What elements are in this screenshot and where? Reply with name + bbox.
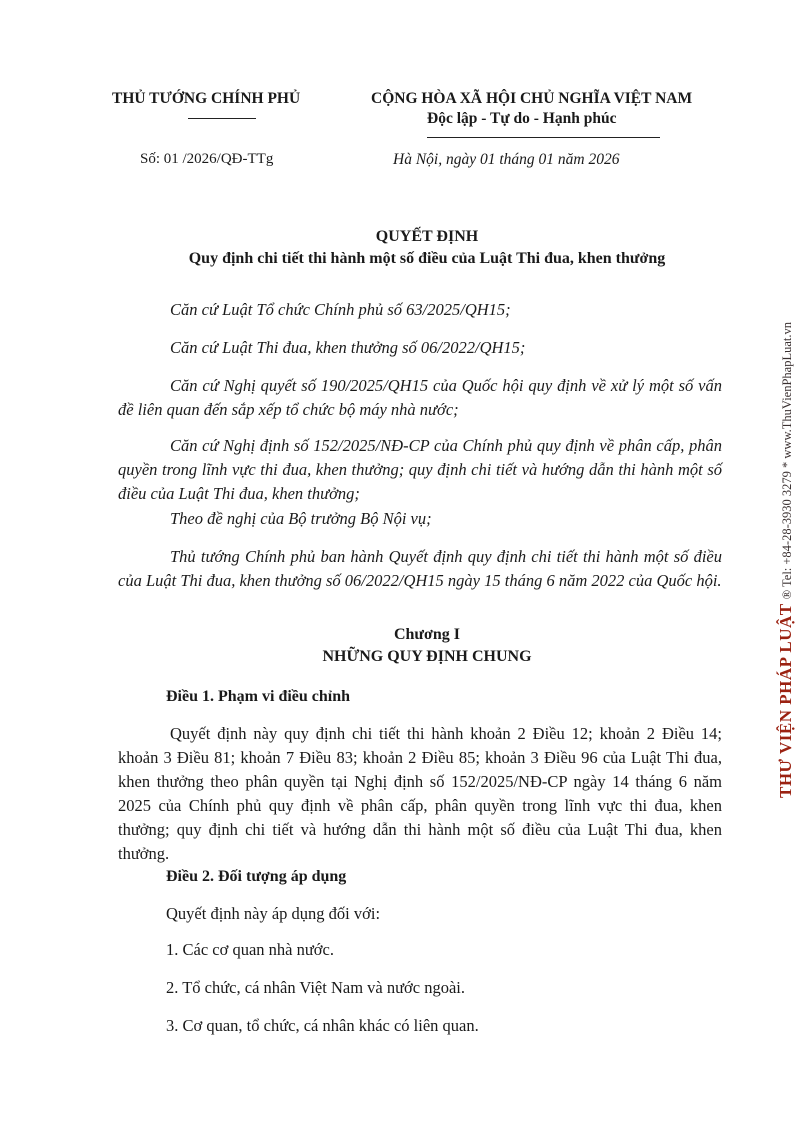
article-2-heading: Điều 2. Đối tượng áp dụng [166,868,347,885]
preamble-line: Theo đề nghị của Bộ trưởng Bộ Nội vụ; [170,509,432,528]
list-item: 3. Cơ quan, tổ chức, cá nhân khác có liên quan. [166,1016,479,1035]
article-2-intro: Quyết định này áp dụng đối với: [166,904,381,923]
watermark-brand: THƯ VIỆN PHÁP LUẬT [776,603,795,798]
issuing-agency: THỦ TƯỚNG CHÍNH PHỦ [112,90,301,107]
document-type: QUYẾT ĐỊNH [375,228,479,245]
article-1-heading: Điều 1. Phạm vi điều chỉnh [166,688,351,705]
watermark-details: ® Tel: +84-28-3930 3279 * www.ThuVienPhapLuat.vn [780,322,794,600]
preamble-line: Căn cứ Nghị quyết số 190/2025/QH15 của Quốc hội quy định về xử lý một số vấn đề liên quan đến sắp xếp tổ chức bộ máy nhà nước; [118,376,722,419]
chapter-name: NHỮNG QUY ĐỊNH CHUNG [322,648,532,665]
country-name: CỘNG HÒA XÃ HỘI CHỦ NGHĨA VIỆT NAM [371,90,693,107]
document-number: Số: 01 /2026/QĐ-TTg [140,151,274,167]
article-1-text: Quyết định này quy định chi tiết thi hành khoản 2 Điều 12; khoản 2 Điều 14; khoản 3 Điều 81; khoản 7 Điều 83; khoản 2 Điều 85; khoản 3 Điều 96 của Luật Thi đua, khen thưởng theo phân quyền tại Nghị định số 152/2025/NĐ-CP ngày 14 tháng 6 năm 2025 của Chính phủ quy định về phân cấp, phân quyền trong lĩnh vực thi đua, khen thưởng; quy định chi tiết và hướng dẫn thi hành một số điều của Luật Thi đua, khen thưởng. [118,724,722,863]
chapter-number: Chương I [393,626,461,643]
preamble-line: Căn cứ Luật Thi đua, khen thưởng số 06/2022/QH15; [170,338,526,357]
motto-underline [427,137,660,138]
agency-underline [188,118,256,119]
watermark [776,322,796,798]
national-motto: Độc lập - Tự do - Hạnh phúc [427,110,617,127]
list-item: 1. Các cơ quan nhà nước. [166,940,334,959]
document-subject: Quy định chi tiết thi hành một số điều của Luật Thi đua, khen thưởng [188,250,666,267]
place-date: Hà Nội, ngày 01 tháng 01 năm 2026 [393,151,620,168]
list-item: 2. Tổ chức, cá nhân Việt Nam và nước ngoài. [166,978,466,997]
preamble-line: Căn cứ Nghị định số 152/2025/NĐ-CP của Chính phủ quy định về phân cấp, phân quyền trong lĩnh vực thi đua, khen thưởng; quy định chi tiết và hướng dẫn thi hành một số điều của Luật Thi đua, khen thưởng; [118,436,722,503]
preamble-line: Thủ tướng Chính phủ ban hành Quyết định quy định chi tiết thi hành một số điều của Luật Thi đua, khen thưởng số 06/2022/QH15 ngày 15 tháng 6 năm 2022 của Quốc hội. [118,547,722,590]
preamble-line: Căn cứ Luật Tổ chức Chính phủ số 63/2025/QH15; [170,300,511,319]
